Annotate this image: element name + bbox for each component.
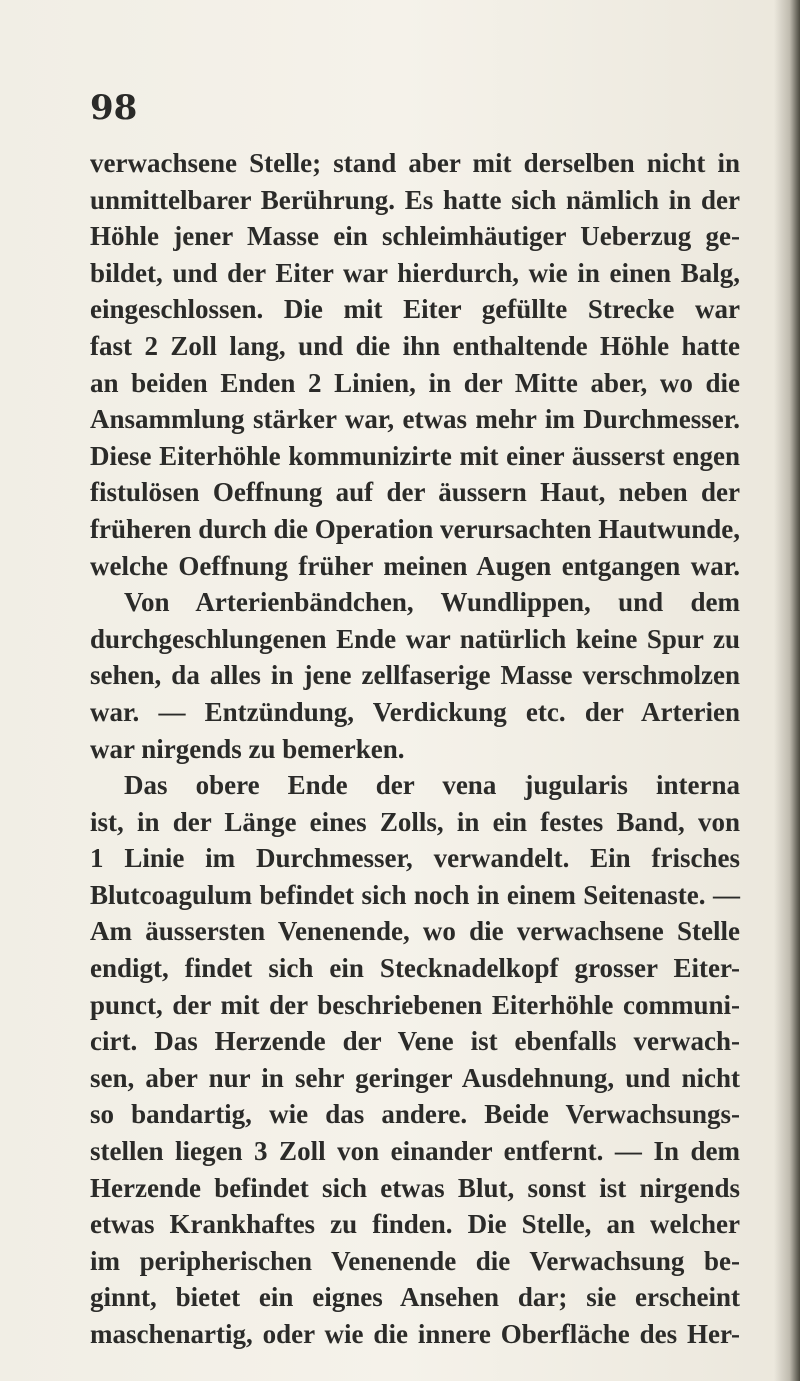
text-line: Von Arterienbändchen, Wundlippen, und dem xyxy=(124,587,740,618)
text-line: etwas Krankhaftes zu finden. Die Stelle, an welcher xyxy=(90,1209,740,1240)
text-line: sehen, da alles in jene zellfaserige Masse verschmolzen xyxy=(90,660,740,691)
page-number: 98 xyxy=(90,88,138,128)
text-line: stellen liegen 3 Zoll von einander entfernt. — In dem xyxy=(90,1136,740,1167)
text-line: so bandartig, wie das andere. Beide Verwachsungs- xyxy=(90,1099,740,1130)
text-line: Herzende befindet sich etwas Blut, sonst ist nirgends xyxy=(90,1172,740,1203)
text-line: sen, aber nur in sehr geringer Ausdehnung, und nicht xyxy=(90,1062,740,1093)
body-text xyxy=(90,145,740,1353)
text-line: Am äussersten Venenende, wo die verwachsene Stelle xyxy=(90,916,740,947)
text-line: punct, der mit der beschriebenen Eiterhöhle communi- xyxy=(90,989,740,1020)
text-line: an beiden Enden 2 Linien, in der Mitte aber, wo die xyxy=(90,367,740,398)
text-line: Das obere Ende der vena jugularis interna xyxy=(124,770,740,801)
text-line: Blutcoagulum befindet sich noch in einem Seitenaste. — xyxy=(90,879,740,910)
text-line: maschenartig, oder wie die innere Oberfläche des Her- xyxy=(90,1319,740,1349)
text-line: endigt, findet sich ein Stecknadelkopf grosser Eiter- xyxy=(90,953,740,984)
text-line: bildet, und der Eiter war hierdurch, wie in einen Balg, xyxy=(90,257,740,288)
text-line: fistulösen Oeffnung auf der äussern Haut, neben der xyxy=(90,477,740,508)
text-line: verwachsene Stelle; stand aber mit derselben nicht in xyxy=(90,148,740,178)
text-line: war. — Entzündung, Verdickung etc. der Arterien xyxy=(90,696,740,727)
text-line: cirt. Das Herzende der Vene ist ebenfalls verwach- xyxy=(90,1026,740,1057)
text-line: ist, in der Länge eines Zolls, in ein festes Band, von xyxy=(90,806,740,837)
text-line: unmittelbarer Berührung. Es hatte sich nämlich in der xyxy=(90,184,740,215)
text-line: ginnt, bietet ein eignes Ansehen dar; sie erscheint xyxy=(90,1282,740,1313)
text-line: eingeschlossen. Die mit Eiter gefüllte Strecke war xyxy=(90,294,740,325)
page-edge-shadow xyxy=(774,0,800,1381)
text-line: Ansammlung stärker war, etwas mehr im Durchmesser. xyxy=(90,404,740,435)
text-line: fast 2 Zoll lang, und die ihn enthaltende Höhle hatte xyxy=(90,330,740,361)
text-line: war nirgends zu bemerken. xyxy=(90,733,405,764)
text-line: Höhle jener Masse ein schleimhäutiger Ueberzug ge- xyxy=(90,221,740,252)
text-line: durchgeschlungenen Ende war natürlich keine Spur zu xyxy=(90,623,740,654)
text-line: im peripherischen Venenende die Verwachsung be- xyxy=(90,1245,740,1276)
text-line: welche Oeffnung früher meinen Augen entgangen war. xyxy=(90,550,740,581)
text-line: Diese Eiterhöhle kommunizirte mit einer äusserst engen xyxy=(90,440,740,471)
text-line: 1 Linie im Durchmesser, verwandelt. Ein frisches xyxy=(90,843,740,874)
text-line: früheren durch die Operation verursachten Hautwunde, xyxy=(90,513,741,544)
